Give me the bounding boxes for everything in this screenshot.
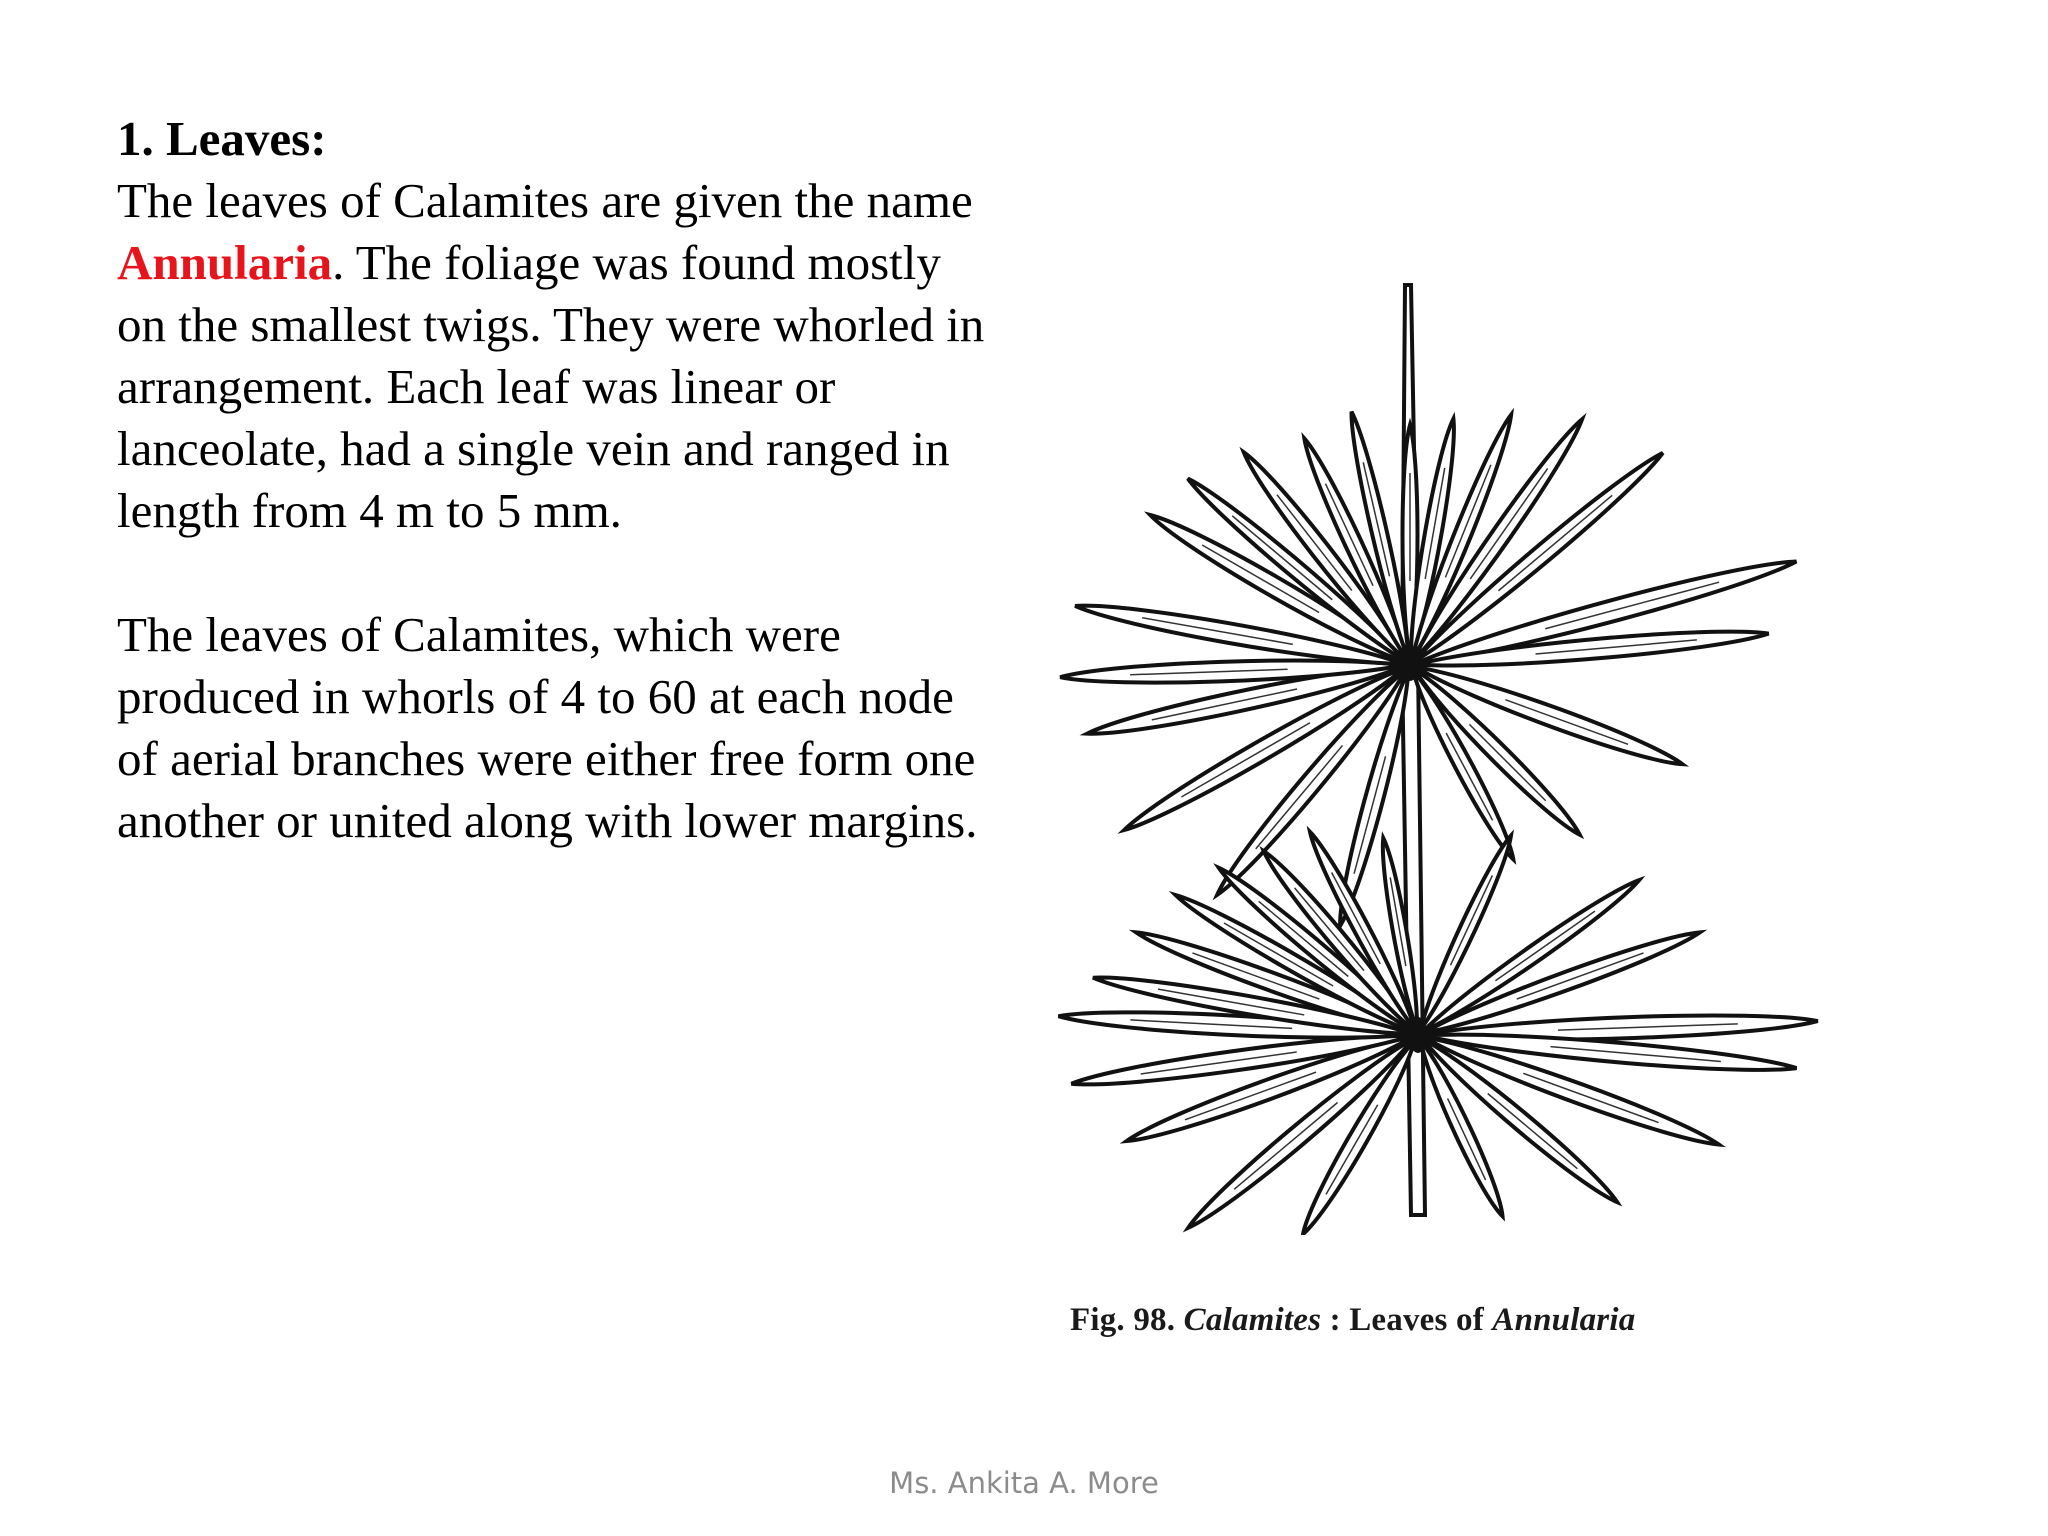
footer-author: Ms. Ankita A. More (889, 1466, 1159, 1500)
section-heading: 1. Leaves: (117, 111, 327, 166)
lower-leaf-vein (1234, 1102, 1337, 1189)
annularia-illustration (1030, 265, 1830, 1235)
paragraph-annularia (117, 170, 997, 542)
lower-node (1409, 1017, 1427, 1053)
caption-prefix: Fig. 98. (1070, 1302, 1184, 1338)
lower-leaf-vein (1185, 1072, 1316, 1120)
lower-leaf-whorl (1058, 828, 1818, 1235)
upper-leaf-whorl (1060, 410, 1799, 928)
upper-leaf-vein (1545, 582, 1719, 629)
lower-leaf-vein (1448, 1098, 1486, 1180)
highlight-term: Annularia (117, 235, 333, 290)
paragraph-gap (117, 542, 997, 604)
content-text (117, 108, 997, 852)
leaf-whorl-drawing (1030, 265, 1830, 1235)
stem (1402, 285, 1425, 1215)
caption-separator: : Leaves of (1321, 1302, 1493, 1338)
paragraph-whorls: The leaves of Calamites, which were produced in whorls of 4 to 60 at each node of aerial branches were either free form one another or united along with lower margins. (117, 607, 978, 848)
lower-leaf-vein (1523, 1073, 1658, 1122)
upper-leaf-vein (1181, 723, 1310, 797)
upper-leaf-vein (1256, 745, 1343, 848)
lower-leaf-vein (1451, 875, 1493, 965)
upper-leaf-vein (1505, 700, 1628, 745)
figure-caption (1070, 1302, 1810, 1339)
paragraph-1-rest: . The foliage was found mostly on the smallest twigs. They were whorled in arrangement. Each leaf was linear or lanceolate, had a single vein and ranged in length from 4 m to 5 mm. (117, 235, 985, 538)
caption-name: Annularia (1492, 1302, 1636, 1338)
paragraph-1-start: The leaves of Calamites are given the name (117, 173, 973, 228)
caption-genus: Calamites (1183, 1302, 1322, 1338)
lower-leaf-vein (1488, 1093, 1578, 1168)
upper-node (1401, 649, 1419, 681)
